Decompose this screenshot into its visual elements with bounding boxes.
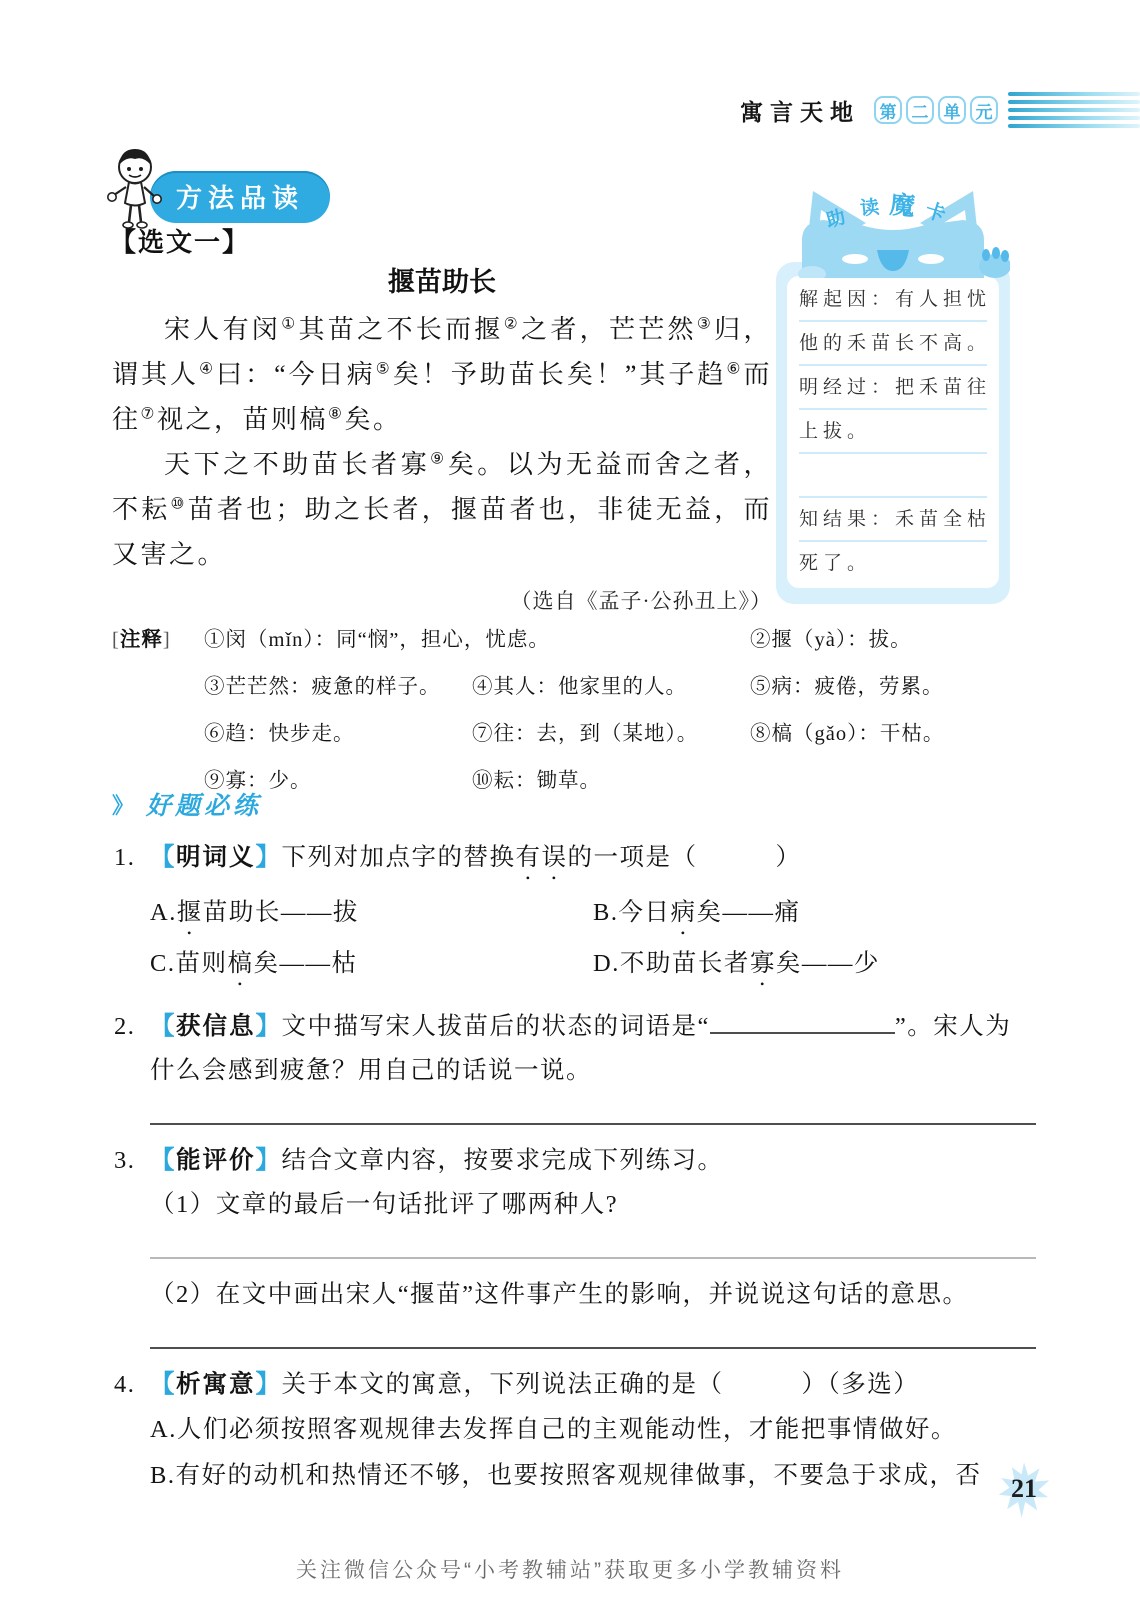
question-stem: 文中描写宋人拔苗后的状态的词语是“ [281,1013,710,1040]
header-stripes-decoration [1008,92,1140,128]
card-line: 明经过：把禾苗往 [799,366,987,410]
question-tag: 【析寓意】 [150,1371,282,1398]
fill-in-blank [710,1008,895,1034]
option-c: C.苗则槁矣——枯 [150,950,358,977]
cartoon-boy-icon [104,144,166,237]
question-3-sub2-row [112,1273,1036,1317]
passage-paragraph: 宋人有闵①其苗之不长而揠②之者，芒芒然③归，谓其人④曰：“今日病⑤矣！予助苗长矣！”其子趋⑥而往⑦视之，苗则槁⑧矣。 [112,315,772,434]
note-item: ③芒芒然：疲惫的样子。 [204,676,441,698]
question-number: 4. [114,1371,136,1398]
question-2 [112,1005,1036,1093]
passage-title: 揠苗助长 [388,267,496,297]
question-stem: ”。宋人为什么会感到疲惫？用自己的话说一说。 [150,1013,1012,1084]
question-1 [112,836,1036,885]
practice-heading: 》 好题必练 [112,786,1036,822]
notes-label: [注释] [112,629,171,651]
question-1-options [112,889,1036,991]
note-item: ⑤病：疲倦，劳累。 [750,676,944,698]
note-item: ⑦往：去，到（某地）。 [472,723,699,745]
note-item: ⑧槁（gǎo）：干枯。 [750,723,945,745]
helper-card-title: 助 读 魔 卡 [824,190,949,233]
helper-card-body [776,262,1010,604]
unit-char: 单 [938,96,966,124]
selection-heading: 【选文一】 [110,228,251,257]
question-3-sub1: （1）文章的最后一句话批评了哪两种人? [150,1191,619,1218]
unit-label [872,96,1000,124]
card-line: 上拔。 [799,410,987,454]
question-stem: 结合文章内容，按要求完成下列练习。 [281,1147,724,1174]
card-line: 他的禾苗长不高。 [799,322,987,366]
question-number: 3. [114,1147,136,1174]
note-item: ②揠（yà）：拔。 [750,629,912,651]
option-a: A.人们必须按照客观规律去发挥自己的主观能动性，才能把事情做好。 [150,1416,957,1443]
cat-head-icon [776,178,1010,278]
method-badge [104,140,330,233]
passage [112,260,772,615]
answer-line [150,1347,1036,1349]
method-badge-label: 方法品读 [150,171,330,223]
question-tag: 【获信息】 [150,1013,282,1040]
helper-card [776,178,1010,604]
answer-line [150,1123,1036,1125]
card-line: 解起因：有人担忧 [799,278,987,322]
page-number: 21 [1011,1474,1037,1503]
answer-line [150,1257,1036,1259]
unit-char: 元 [970,96,998,124]
question-tag: 【明词义】 [150,844,282,871]
passage-paragraph: 天下之不助苗长者寡⑨矣。以为无益而舍之者，不耘⑩苗者也；助之长者，揠苗者也，非徒无益，而又害之。 [112,450,772,569]
card-line: 死了。 [799,553,872,574]
page-header [0,92,1140,128]
question-stem: 下列对加点字的替换有误的一项是（ ） [281,844,802,871]
option-b: B.有好的动机和热情还不够，也要按照客观规律做事，不要急于求成，否 [150,1462,982,1489]
note-item: ⑩耘：锄草。 [472,770,601,792]
card-line: 知结果：禾苗全枯 [799,498,987,542]
note-item: ⑥趋：快步走。 [204,723,355,745]
passage-source: （选自《孟子·公孙丑上》） [510,589,772,613]
question-4 [112,1363,1036,1407]
page-number-block [994,1460,1054,1520]
card-line [799,454,987,498]
notes-section [112,622,1042,793]
section-title: 寓言天地 [740,99,860,125]
question-3 [112,1139,1036,1227]
note-item: ⑨寡：少。 [204,770,312,792]
question-number: 2. [114,1013,136,1040]
unit-char: 第 [874,96,902,124]
note-item: ①闵（mǐn）：同“悯”，担心，忧虑。 [204,629,550,651]
note-item: ④其人：他家里的人。 [472,676,687,698]
question-stem: 关于本文的寓意，下列说法正确的是（ ）（多选） [281,1371,920,1398]
option-d: D.不助苗长者寡矣——少 [593,950,880,977]
practice-section [112,786,1036,1499]
option-a: A.揠苗助长——拔 [150,899,359,926]
question-number: 1. [114,844,136,871]
chevron-right-icon: 》 [112,792,139,818]
unit-char: 二 [906,96,934,124]
option-b: B.今日病矣——痛 [593,899,801,926]
question-3-sub2: （2）在文中画出宋人“揠苗”这件事产生的影响，并说说这句话的意思。 [150,1281,969,1308]
question-tag: 【能评价】 [150,1147,282,1174]
footer-note: 关注微信公众号“小考教辅站”获取更多小学教辅资料 [296,1559,844,1582]
